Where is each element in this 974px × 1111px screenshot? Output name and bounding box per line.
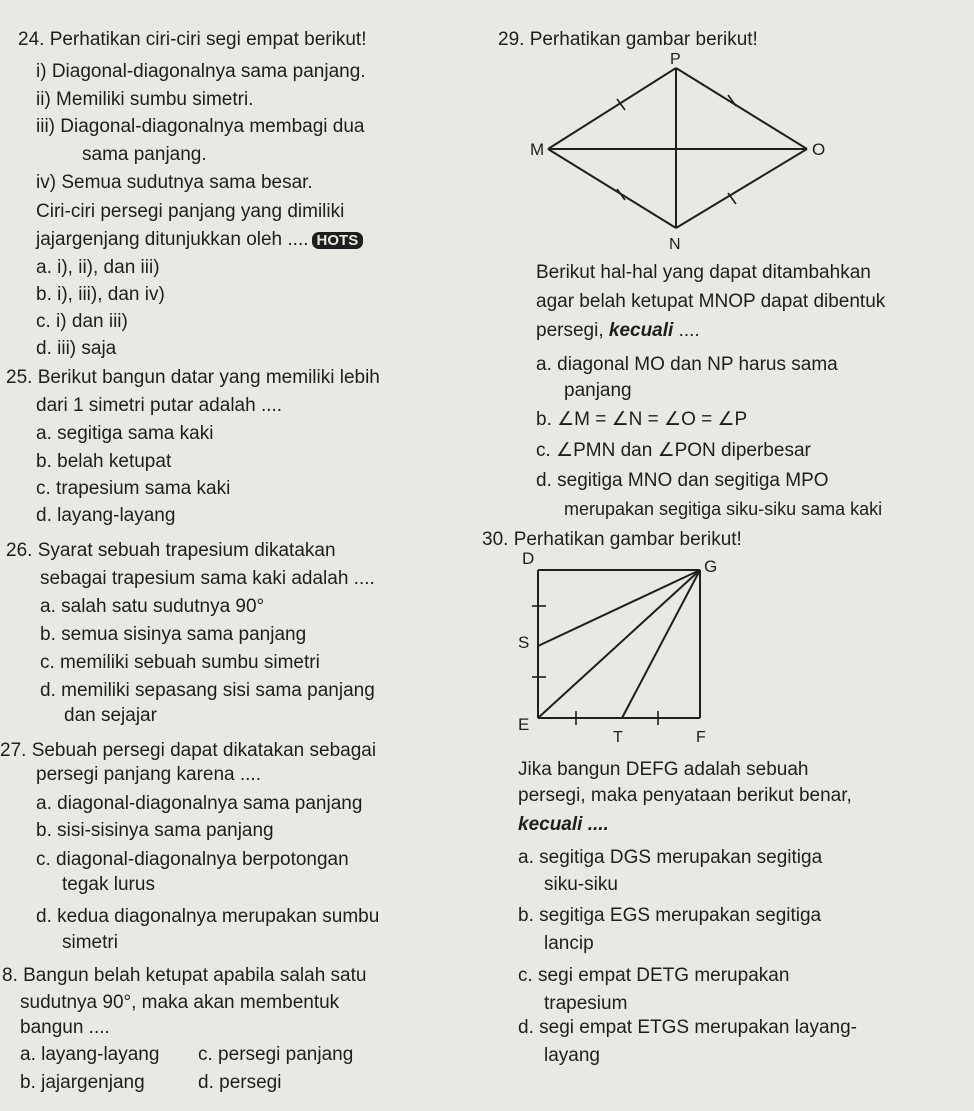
rhombus-mnop-figure bbox=[530, 50, 826, 253]
q29-option-d[interactable]: d. segitiga MNO dan segitiga MPO bbox=[536, 470, 829, 491]
q25-stem-line2: dari 1 simetri putar adalah .... bbox=[36, 395, 283, 416]
q29-option-c[interactable]: c. ∠PMN dan ∠PON diperbesar bbox=[536, 440, 811, 461]
side-mp bbox=[548, 68, 676, 149]
label-t: T bbox=[613, 729, 623, 746]
q30-option-c[interactable]: c. segi empat DETG merupakan bbox=[518, 965, 790, 986]
q24-option-a[interactable]: a. i), ii), dan iii) bbox=[36, 257, 160, 278]
q27-option-c-cont: tegak lurus bbox=[62, 874, 155, 895]
label-m: M bbox=[530, 140, 545, 159]
label-s: S bbox=[518, 633, 530, 652]
q26-option-a[interactable]: a. salah satu sudutnya 90° bbox=[40, 596, 265, 617]
segment-tg bbox=[622, 570, 700, 718]
hots-badge: HOTS bbox=[312, 232, 364, 249]
q26-option-d-cont: dan sejajar bbox=[64, 705, 157, 726]
q30-option-d[interactable]: d. segi empat ETGS merupakan layang- bbox=[518, 1017, 858, 1038]
q27-option-d-cont: simetri bbox=[62, 932, 118, 953]
q27-stem-line1: 27. Sebuah persegi dapat dikatakan sebagai bbox=[0, 740, 377, 761]
q29-text-line3 bbox=[536, 320, 700, 342]
side-on bbox=[676, 149, 807, 228]
q25-option-a[interactable]: a. segitiga sama kaki bbox=[36, 423, 214, 444]
q28-option-a[interactable]: a. layang-layang bbox=[20, 1044, 160, 1065]
q30-option-d-cont: layang bbox=[544, 1045, 600, 1066]
q26-option-c[interactable]: c. memiliki sebuah sumbu simetri bbox=[40, 652, 320, 673]
q29-stem: 29. Perhatikan gambar berikut! bbox=[498, 29, 758, 50]
q27-option-d[interactable]: d. kedua diagonalnya merupakan sumbu bbox=[36, 906, 380, 927]
q29-text-line3-end: .... bbox=[673, 320, 700, 341]
segment-sg bbox=[538, 570, 700, 646]
q24-option-d[interactable]: d. iii) saja bbox=[36, 338, 117, 359]
q24-option-c[interactable]: c. i) dan iii) bbox=[36, 311, 128, 332]
q24-item-2: ii) Memiliki sumbu simetri. bbox=[36, 89, 254, 110]
tick-mark bbox=[617, 189, 625, 200]
q28-stem-line3: bangun .... bbox=[20, 1017, 110, 1038]
q30-stem: 30. Perhatikan gambar berikut! bbox=[482, 529, 742, 550]
q30-text-line2: persegi, maka penyataan berikut benar, bbox=[518, 785, 852, 806]
q24-question-text: jajargenjang ditunjukkan oleh .... bbox=[36, 229, 309, 250]
q26-stem-line2: sebagai trapesium sama kaki adalah .... bbox=[40, 568, 375, 589]
q27-stem-line2: persegi panjang karena .... bbox=[36, 764, 261, 785]
q28-option-d[interactable]: d. persegi bbox=[198, 1072, 282, 1093]
label-p: P bbox=[670, 51, 681, 68]
label-o: O bbox=[812, 140, 826, 159]
q30-option-b-cont: lancip bbox=[544, 933, 594, 954]
label-g: G bbox=[704, 557, 718, 576]
q24-option-b[interactable]: b. i), iii), dan iv) bbox=[36, 284, 165, 305]
q26-option-d[interactable]: d. memiliki sepasang sisi sama panjang bbox=[40, 680, 375, 701]
q24-stem: 24. Perhatikan ciri-ciri segi empat berikut! bbox=[18, 29, 367, 50]
q28-option-c[interactable]: c. persegi panjang bbox=[198, 1044, 354, 1065]
side-nm bbox=[548, 149, 676, 228]
q24-item-1: i) Diagonal-diagonalnya sama panjang. bbox=[36, 61, 366, 82]
q29-kecuali: kecuali bbox=[608, 320, 674, 341]
q24-question-line2 bbox=[36, 229, 363, 251]
q24-item-3: iii) Diagonal-diagonalnya membagi dua bbox=[36, 116, 365, 137]
q30-option-c-cont: trapesium bbox=[544, 993, 628, 1014]
q27-option-c[interactable]: c. diagonal-diagonalnya berpotongan bbox=[36, 849, 349, 870]
q27-option-b[interactable]: b. sisi-sisinya sama panjang bbox=[36, 820, 274, 841]
q29-text-line1: Berikut hal-hal yang dapat ditambahkan bbox=[536, 262, 871, 283]
q29-text-line3-start: persegi, bbox=[536, 320, 609, 341]
q25-stem-line1: 25. Berikut bangun datar yang memiliki lebih bbox=[6, 367, 380, 388]
q25-option-d[interactable]: d. layang-layang bbox=[36, 505, 176, 526]
q30-option-a[interactable]: a. segitiga DGS merupakan segitiga bbox=[518, 847, 823, 868]
q25-option-b[interactable]: b. belah ketupat bbox=[36, 451, 172, 472]
q29-option-a-cont: panjang bbox=[564, 380, 632, 401]
label-f: F bbox=[696, 729, 706, 746]
segment-eg bbox=[538, 570, 700, 718]
q26-option-b[interactable]: b. semua sisinya sama panjang bbox=[40, 624, 307, 645]
q28-stem-line2: sudutnya 90°, maka akan membentuk bbox=[20, 992, 340, 1013]
q29-option-a[interactable]: a. diagonal MO dan NP harus sama bbox=[536, 354, 838, 375]
label-d: D bbox=[522, 549, 535, 568]
q30-kecuali: kecuali .... bbox=[518, 814, 609, 835]
q28-stem-line1: 8. Bangun belah ketupat apabila salah satu bbox=[2, 965, 367, 986]
q24-item-3-cont: sama panjang. bbox=[82, 144, 207, 165]
q28-option-b[interactable]: b. jajargenjang bbox=[20, 1072, 145, 1093]
square-defg-figure bbox=[512, 548, 732, 748]
side-po bbox=[676, 68, 807, 149]
q30-option-b[interactable]: b. segitiga EGS merupakan segitiga bbox=[518, 905, 822, 926]
q24-item-4: iv) Semua sudutnya sama besar. bbox=[36, 172, 313, 193]
q24-question-line1: Ciri-ciri persegi panjang yang dimiliki bbox=[36, 201, 345, 222]
q29-option-d-cont: merupakan segitiga siku-siku sama kaki bbox=[564, 499, 883, 519]
q27-option-a[interactable]: a. diagonal-diagonalnya sama panjang bbox=[36, 793, 363, 814]
q26-stem-line1: 26. Syarat sebuah trapesium dikatakan bbox=[6, 540, 336, 561]
q25-option-c[interactable]: c. trapesium sama kaki bbox=[36, 478, 231, 499]
q29-text-line2: agar belah ketupat MNOP dapat dibentuk bbox=[536, 291, 886, 312]
q30-text-line1: Jika bangun DEFG adalah sebuah bbox=[518, 759, 809, 780]
q30-option-a-cont: siku-siku bbox=[544, 874, 618, 895]
q29-option-b[interactable]: b. ∠M = ∠N = ∠O = ∠P bbox=[536, 409, 748, 430]
label-e: E bbox=[518, 715, 530, 734]
label-n: N bbox=[669, 236, 681, 253]
